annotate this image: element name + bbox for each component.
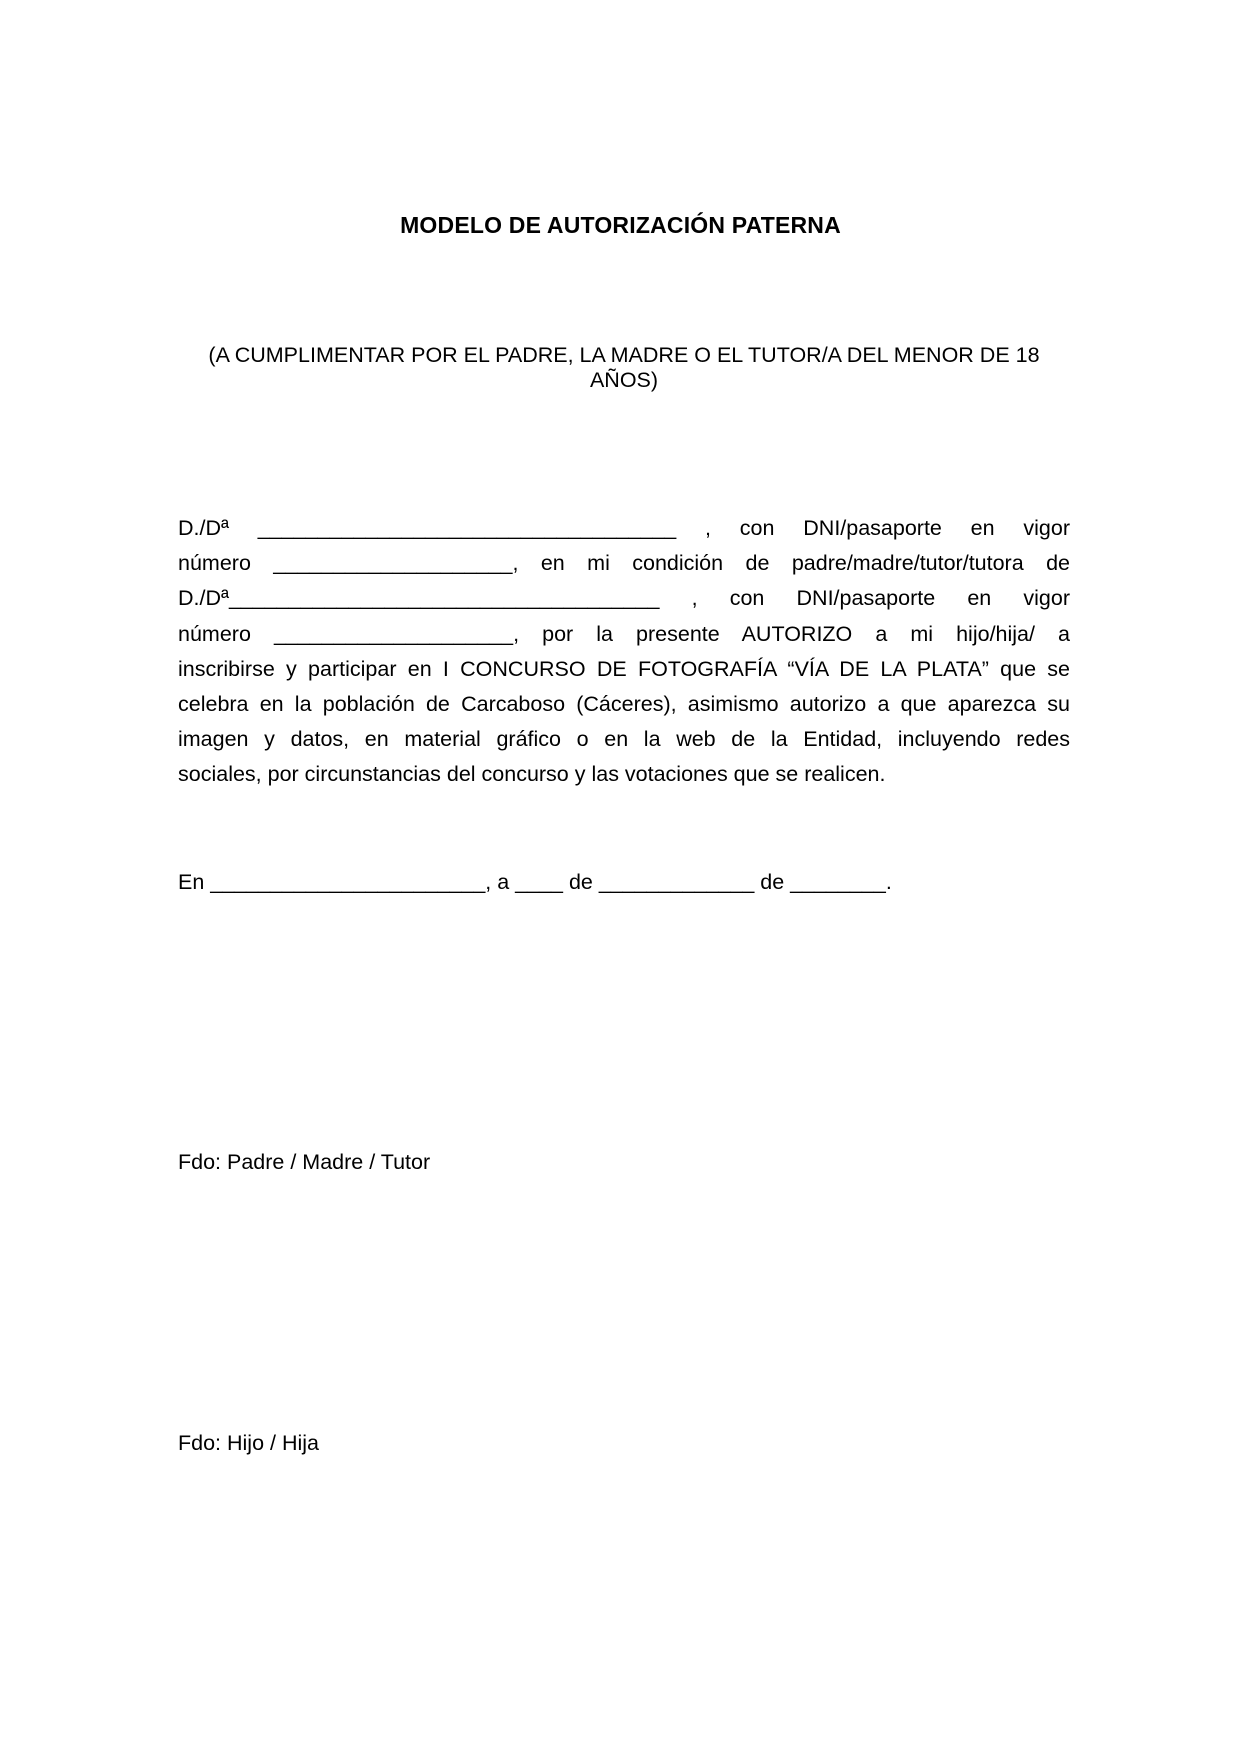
paragraph-line: sociales, por circunstancias del concurso y las votaciones que se realicen. <box>178 762 886 787</box>
paragraph-line: número ____________________, en mi condición de padre/madre/tutor/tutora de <box>178 551 1070 576</box>
paragraph-line: imagen y datos, en material gráfico o en la web de la Entidad, incluyendo redes <box>178 727 1070 752</box>
paragraph-line: D./Dª ___________________________________ , con DNI/pasaporte en vigor <box>178 516 1070 540</box>
document-subtitle: (A CUMPLIMENTAR POR EL PADRE, LA MADRE O EL TUTOR/A DEL MENOR DE 18 AÑOS) <box>208 343 1040 392</box>
paragraph-line: D./Dª____________________________________ , con DNI/pasaporte en vigor <box>178 586 1070 611</box>
place-date-line: En _______________________, a ____ de _____________ de ________. <box>178 870 892 894</box>
document-title: MODELO DE AUTORIZACIÓN PATERNA <box>400 212 841 238</box>
signature-child: Fdo: Hijo / Hija <box>178 1431 319 1455</box>
paragraph-line: número ____________________, por la presente AUTORIZO a mi hijo/hija/ a <box>178 621 1070 646</box>
signature-parent: Fdo: Padre / Madre / Tutor <box>178 1150 431 1174</box>
authorization-paragraph <box>178 511 1070 793</box>
paragraph-line: inscribirse y participar en I CONCURSO DE FOTOGRAFÍA “VÍA DE LA PLATA” que se <box>178 656 1070 681</box>
paragraph-line: celebra en la población de Carcaboso (Cáceres), asimismo autorizo a que aparezca su <box>178 691 1070 716</box>
